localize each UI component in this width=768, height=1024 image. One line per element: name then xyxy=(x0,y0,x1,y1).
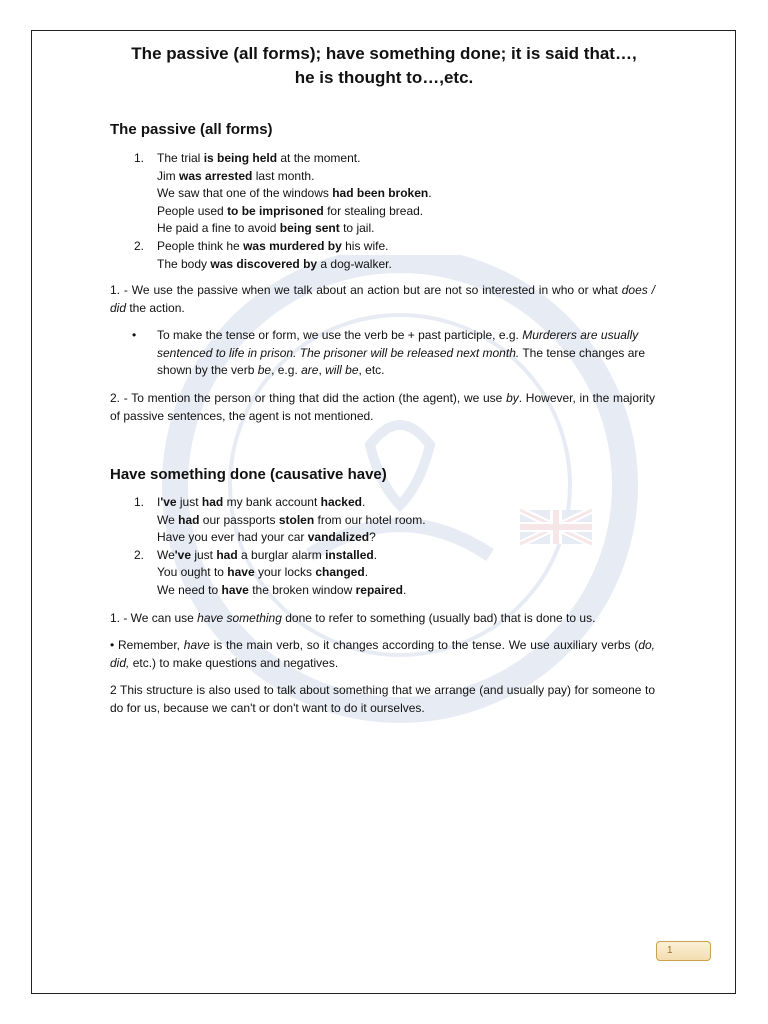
causative-note-1 xyxy=(110,610,655,628)
text-run: are xyxy=(301,363,319,378)
passive-note-2 xyxy=(110,390,655,425)
text-run: was arrested xyxy=(179,168,253,183)
list-number: 1. xyxy=(134,151,145,165)
text-run: a burglar alarm xyxy=(237,547,326,562)
text-run: was murdered by xyxy=(243,238,342,253)
text-run: , xyxy=(318,363,326,378)
example-sentence xyxy=(157,203,655,221)
text-run: • Remember, xyxy=(110,638,184,652)
passive-bullet-text xyxy=(157,328,645,377)
text-run: your locks xyxy=(254,565,316,580)
text-run: . xyxy=(428,186,432,201)
text-run: is the main verb, so it changes according to the tense. We use auxiliary verbs ( xyxy=(209,638,639,652)
title-line-2: he is thought to…,etc. xyxy=(294,68,474,87)
text-run: just xyxy=(191,547,217,562)
text-run: changed xyxy=(315,565,365,580)
example-sentence xyxy=(157,220,655,238)
page-number: 1 xyxy=(667,945,673,956)
text-run: just xyxy=(176,495,202,509)
text-run: The trial xyxy=(157,151,204,165)
text-run: The body xyxy=(157,256,211,271)
text-run: will be xyxy=(325,363,359,378)
text-run: be xyxy=(257,363,272,378)
example-sentence xyxy=(157,512,655,530)
text-run: is being held xyxy=(203,151,278,165)
example-sentence xyxy=(157,582,655,600)
text-run: have xyxy=(221,582,249,597)
text-run: He paid a fine to avoid xyxy=(157,221,280,236)
bullet-marker: • xyxy=(132,328,137,342)
text-run: his wife. xyxy=(341,238,389,253)
text-run: 've xyxy=(160,495,177,509)
text-run: 1. - We can use xyxy=(110,611,198,625)
text-run: , e.g. xyxy=(271,363,302,378)
text-run: from our hotel room. xyxy=(314,512,426,527)
text-run: People used xyxy=(157,203,228,218)
text-run: had xyxy=(201,495,224,509)
text-run: . However, in the majority of passive sentences, the agent is not mentioned. xyxy=(110,391,655,423)
document-title xyxy=(60,42,708,90)
text-run: 2 This structure is also used to talk about something that we arrange (and usually pay) for someone to do for us, because we can't or don't want to do it ourselves. xyxy=(110,683,655,715)
text-run: 've xyxy=(174,547,191,562)
example-sentence xyxy=(157,494,655,512)
passive-note-1 xyxy=(110,282,655,317)
text-run: my bank account xyxy=(223,495,321,509)
text-run: ? xyxy=(369,530,376,545)
causative-examples-list xyxy=(110,494,655,600)
text-run: etc.) to make questions and negatives. xyxy=(129,655,339,670)
list-item xyxy=(110,494,655,547)
text-run: repaired xyxy=(355,582,403,597)
text-run: our passports xyxy=(199,512,279,527)
text-run: was discovered by xyxy=(210,256,318,271)
text-run: To make the tense or form, we use the verb be + past participle, e.g. xyxy=(157,328,523,342)
text-run: do, did, xyxy=(110,638,656,670)
list-item xyxy=(110,547,655,600)
text-run: . xyxy=(373,547,378,562)
text-run: at the moment. xyxy=(277,151,361,165)
text-run: 1. - We use the passive when we talk about an action but are not so interested in who or what xyxy=(110,283,622,297)
text-run: We xyxy=(157,512,179,527)
text-run: 2. - To mention the person or thing that did the action (the agent), we use xyxy=(110,391,507,405)
text-run: People think he xyxy=(157,238,244,253)
passive-examples-list xyxy=(110,150,655,273)
text-run: Murderers are usually sentenced to life in prison. The prisoner will be released next month. xyxy=(157,328,639,360)
text-run: installed xyxy=(325,547,374,562)
text-run: had been broken xyxy=(332,186,429,201)
text-run: . xyxy=(402,582,407,597)
example-sentence xyxy=(157,168,655,186)
text-run: by xyxy=(506,391,519,405)
text-run: . xyxy=(364,565,369,580)
text-run: the broken window xyxy=(248,582,356,597)
section-heading-causative: Have something done (causative have) xyxy=(110,466,387,483)
text-run: have xyxy=(183,638,210,652)
example-sentence xyxy=(157,529,655,547)
text-run: a dog-walker. xyxy=(317,256,392,271)
example-sentence xyxy=(157,150,655,168)
text-run: to jail. xyxy=(339,221,375,236)
text-run: hacked xyxy=(320,495,362,509)
list-item xyxy=(110,238,655,273)
list-number: 2. xyxy=(134,238,145,253)
text-run: I xyxy=(157,495,161,509)
page-number-badge xyxy=(656,941,711,961)
example-sentence xyxy=(157,238,655,256)
text-run: had xyxy=(216,547,238,562)
example-sentence xyxy=(157,185,655,203)
text-run: does / did xyxy=(110,283,655,315)
text-run: last month. xyxy=(252,168,315,183)
causative-note-2 xyxy=(110,637,655,672)
text-run: have something xyxy=(197,611,282,625)
text-run: We saw that one of the windows xyxy=(157,186,333,201)
text-run: the action. xyxy=(126,300,185,315)
section-heading-passive: The passive (all forms) xyxy=(110,121,273,138)
text-run: have xyxy=(227,565,255,580)
text-run: The tense changes are shown by the verb xyxy=(157,345,646,378)
text-run: being sent xyxy=(279,221,340,236)
passive-bullet xyxy=(110,327,655,380)
text-run: We need to xyxy=(157,582,222,597)
list-number: 2. xyxy=(134,547,145,562)
text-run: done to refer to something (usually bad) that is done to us. xyxy=(281,611,596,625)
example-sentence xyxy=(157,547,655,565)
example-sentence xyxy=(157,256,655,274)
text-run: stolen xyxy=(278,512,315,527)
text-run: . xyxy=(361,495,366,509)
example-sentence xyxy=(157,564,655,582)
text-run: had xyxy=(178,512,200,527)
list-item xyxy=(110,150,655,238)
text-run: Have you ever had your car xyxy=(157,530,308,545)
title-line-1: The passive (all forms); have something done; it is said that…, xyxy=(131,44,637,63)
text-run: vandalized xyxy=(307,530,370,545)
causative-note-3 xyxy=(110,682,655,717)
text-run: We xyxy=(157,547,175,562)
text-run: Jim xyxy=(157,168,179,183)
text-run: for stealing bread. xyxy=(323,203,424,218)
list-number: 1. xyxy=(134,495,145,509)
text-run: to be imprisoned xyxy=(227,203,324,218)
text-run: , etc. xyxy=(358,363,385,378)
text-run: You ought to xyxy=(157,565,228,580)
